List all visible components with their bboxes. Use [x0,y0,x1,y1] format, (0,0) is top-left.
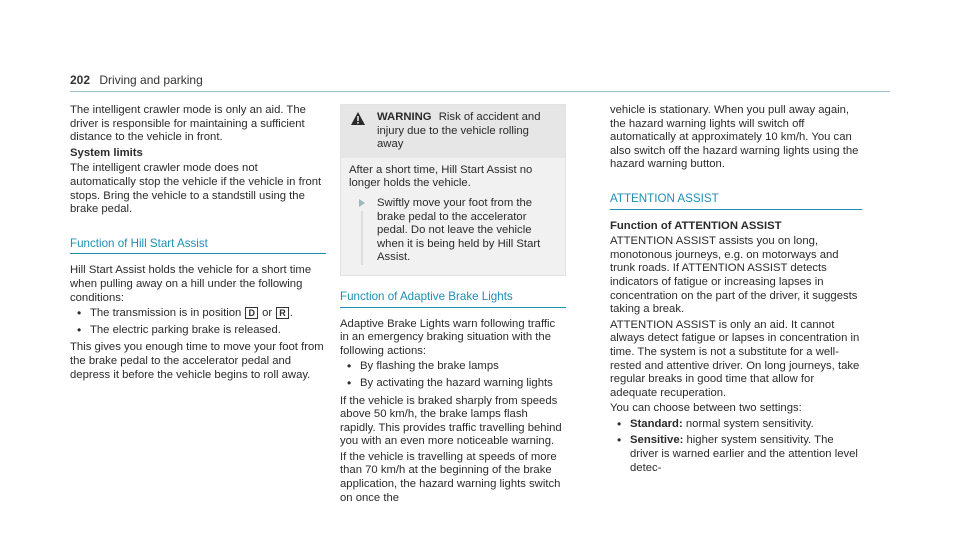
function-attention-assist-heading: Function of ATTENTION ASSIST [610,219,782,232]
hsa-conditions-list [70,307,326,337]
abl-actions-list [340,360,566,390]
list-item: • The transmission is in position D or R . [70,307,326,321]
list-item: • The electric parking brake is released. [70,324,326,338]
abl-paragraph-1: If the vehicle is braked sharply from speeds above 50 km/h, the brake lamps flash rapidly. This provides traffic travelling behind you with an even more noticeable warning. [340,394,562,448]
list-item: • Sensitive: higher system sensitivity. The driver is warned earlier and the attention level detec- [610,434,862,475]
list-item: • Standard: normal system sensitivity. [610,418,862,432]
list-item: • By activating the hazard warning lights [340,377,566,391]
column-right [610,104,862,479]
abl-paragraph-2: If the vehicle is travelling at speeds of more than 70 km/h at the beginning of the brake application, the hazard warning lights switch on once the [340,450,561,504]
page-number: 202 [70,73,91,87]
abl-continuation: vehicle is stationary. When you pull away again, the hazard warning lights will switch off automatically at approximately 10 km/h. You can also switch off the hazard warning lights using the hazard warning button. [610,104,859,171]
warning-body [341,158,565,265]
warning-action: Swiftly move your foot from the brake pedal to the accelerator pedal. Do not leave the vehicle when it is being held by Hill Start Assist. [349,197,557,265]
action-bar [361,211,363,265]
gear-r-icon: R [276,307,289,319]
header-rule [70,91,890,92]
column-left [70,104,326,384]
system-limits-heading: System limits [70,146,143,159]
adaptive-brake-lights-text: Adaptive Brake Lights warn following traffic in an emergency braking situation with the following actions: [340,317,556,357]
adaptive-brake-lights-heading: Function of Adaptive Brake Lights [340,290,566,308]
hsa-outro: This gives you enough time to move your foot from the brake pedal to the accelerator pedal and depress it before the vehicle begins to roll away. [70,341,324,381]
system-limits-text: The intelligent crawler mode does not automatically stop the vehicle if the vehicle in front stops. Bring the vehicle to a standstill using the brake pedal. [70,162,322,216]
warning-triangle-icon [351,112,365,125]
attention-assist-aid-text: ATTENTION ASSIST is only an aid. It cannot always detect fatigue or lapses in concentration in time. The system is not a substitute for a well-rested and attentive driver. On long journeys, take regular breaks in good time that allow for adequate recuperation. [610,318,860,399]
warning-label: WARNING [377,111,432,123]
warning-box [340,104,566,276]
list-item: • By flashing the brake lamps [340,360,566,374]
warning-title: Risk of accident and injury due to the vehicle rolling away [377,111,541,151]
gear-d-icon: D [245,307,258,319]
hill-start-assist-heading: Function of Hill Start Assist [70,237,326,255]
page-header [70,73,203,87]
warning-text: After a short time, Hill Start Assist no longer holds the vehicle. [349,163,533,190]
column-middle [340,104,566,507]
function-attention-assist-text: ATTENTION ASSIST assists you on long, monotonous journeys, e.g. on motorways and trunk roads. If ATTENTION ASSIST detects indicators of fatigue or increasing lapses in concentration on the part of the driver, it suggests taking a break. [610,235,858,316]
chapter-title: Driving and parking [99,73,203,87]
action-arrow-icon [359,199,365,207]
hill-start-assist-text: Hill Start Assist holds the vehicle for a short time when pulling away on a hill under the following conditions: [70,264,312,304]
attention-assist-heading: ATTENTION ASSIST [610,192,862,210]
settings-intro: You can choose between two settings: [610,402,802,415]
crawler-intro: The intelligent crawler mode is only an aid. The driver is responsible for maintaining a sufficient distance to the vehicle in front. [70,104,306,144]
settings-list [610,418,862,475]
warning-header [341,105,565,158]
